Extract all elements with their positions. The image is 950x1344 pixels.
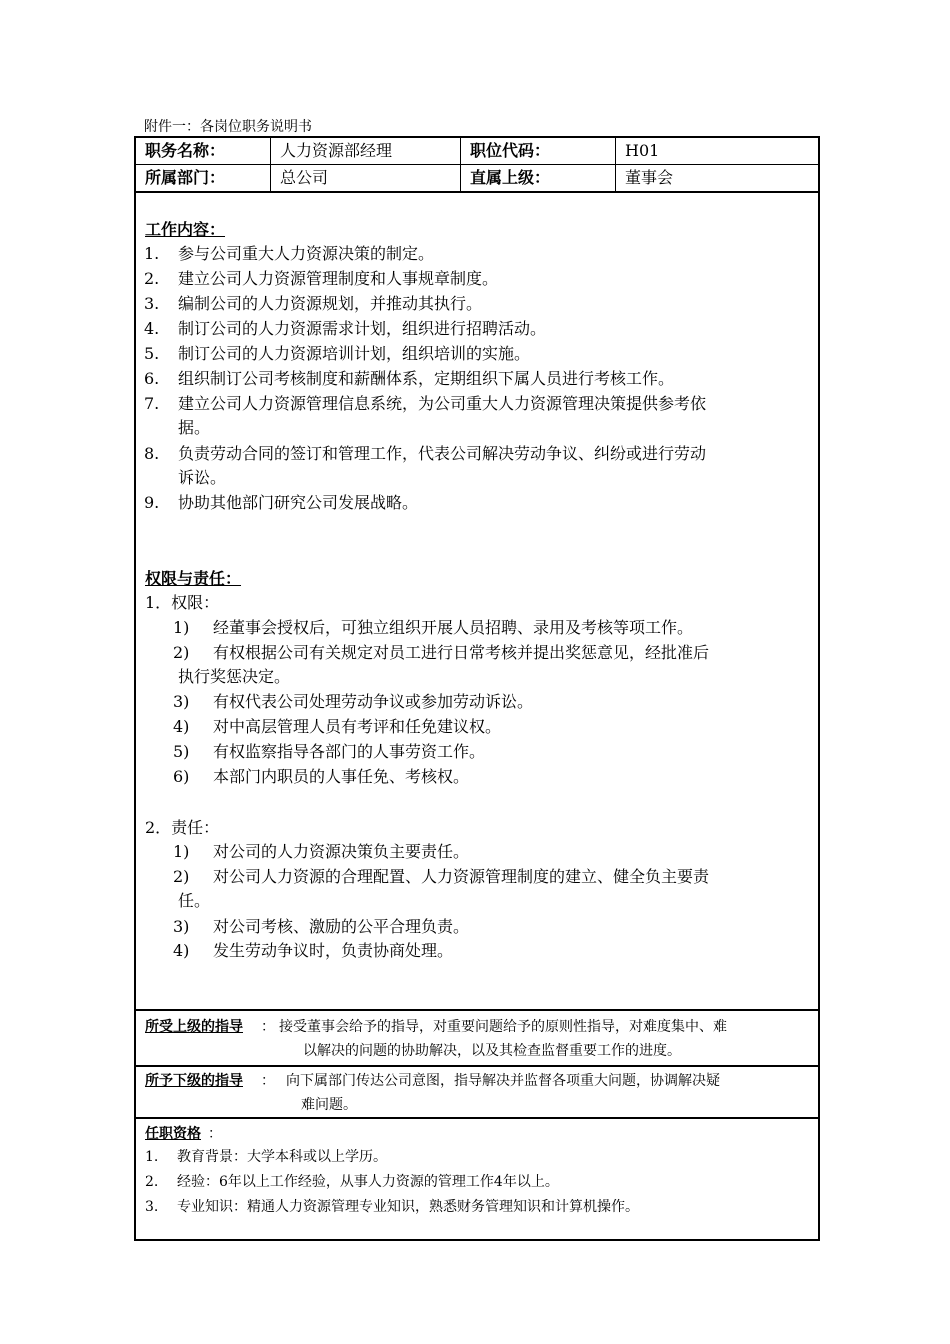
guidance-down-text: 向下属部门传达公司意图，指导解决并监督各项重大问题，协调解决疑	[286, 1073, 720, 1089]
guidance-up-text-cont: 以解决的问题的协助解决，以及其检查监督重要工作的进度。	[303, 1043, 681, 1059]
department-value: 总公司	[270, 165, 460, 191]
superior-value: 董事会	[615, 165, 818, 191]
work-content-title: 工作内容：	[145, 220, 226, 239]
document-caption: 附件一：各岗位职务说明书	[144, 119, 312, 135]
guidance-down-colon: ：	[261, 1073, 275, 1089]
main-content: 工作内容： 1. 参与公司重大人力资源决策的制定。 2. 建立公司人力资源管理制度和人事规章制度。 3. 编制公司的人力资源规划，并推动其执行。 4. 制订公司的人力资源需求计划，组织进行招聘活动。 5. 制订公司的人力资源培训计划，组织培训的实施。 6. 组织制订公司考核制度和薪酬体系，定期组织下属人员进行考核工作。 7. 建立公司人力资源管理信息系统，为公司重大人力资源管理决策提供参考依 据。 8. 负责劳动合同的签订和管理工作，代表公司解决劳动争议、纠纷或进行劳动 诉讼。 9. 协助其他部门研究公司发展战略。 权限与责任： 1．权限： 1) 经董事会授权后，可独立组织开展人员招聘、录用及考核等项工作。 2) 有权根据公司有关规定对员工进行日常考核并提出奖惩意见，经批准后 执行奖惩决定。 3) 有权代表公司处理劳动争议或参加劳动诉讼。 4) 对中高层管理人员有考评和任免建议权。 5) 有权监察指导各部门的人事劳资工作。 6) 本部门内职员的人事任免、考核权。 2．责任： 1) 对公司的人力资源决策负主要责任。 2) 对公司人力资源的合理配置、人力资源管理制度的建立、健全负主要责 任。 3) 对公司考核、激励的公平合理负责。 4) 发生劳动争议时，负责协商处理。	[136, 193, 818, 1011]
guidance-up-colon: ：	[261, 1019, 275, 1035]
job-description-form	[134, 136, 820, 1241]
guidance-down-label: 所予下级的指导	[145, 1073, 243, 1089]
qualification-item: 2. 经验：6年以上工作经验，从事人力资源的管理工作4年以上。	[145, 1174, 559, 1190]
guidance-from-superior	[136, 1011, 818, 1067]
qualification-colon: ：	[208, 1126, 222, 1142]
authority-title: 权限与责任：	[145, 569, 242, 588]
power-heading: 1．权限：	[145, 593, 220, 612]
guidance-up-text: 接受董事会给予的指导，对重要问题给予的原则性指导，对难度集中、难	[279, 1019, 727, 1035]
qualifications	[136, 1119, 818, 1239]
job-title-value: 人力资源部经理	[270, 138, 460, 164]
job-title-label: 职务名称：	[145, 141, 226, 160]
job-code-value: H01	[615, 138, 818, 164]
guidance-down-text-cont: 难问题。	[301, 1097, 357, 1113]
job-code-label: 职位代码：	[460, 138, 615, 164]
qualification-item: 1. 教育背景：大学本科或以上学历。	[145, 1149, 387, 1165]
qualification-title: 任职资格	[145, 1126, 201, 1142]
responsibility-heading: 2．责任：	[145, 818, 220, 837]
header-row-title	[136, 138, 818, 165]
department-label: 所属部门：	[145, 168, 226, 187]
qualification-item: 3. 专业知识：精通人力资源管理专业知识，熟悉财务管理知识和计算机操作。	[145, 1199, 639, 1215]
guidance-up-label: 所受上级的指导	[145, 1019, 243, 1035]
header-row-department	[136, 165, 818, 193]
guidance-to-subordinate	[136, 1067, 818, 1119]
superior-label: 直属上级：	[460, 165, 615, 191]
